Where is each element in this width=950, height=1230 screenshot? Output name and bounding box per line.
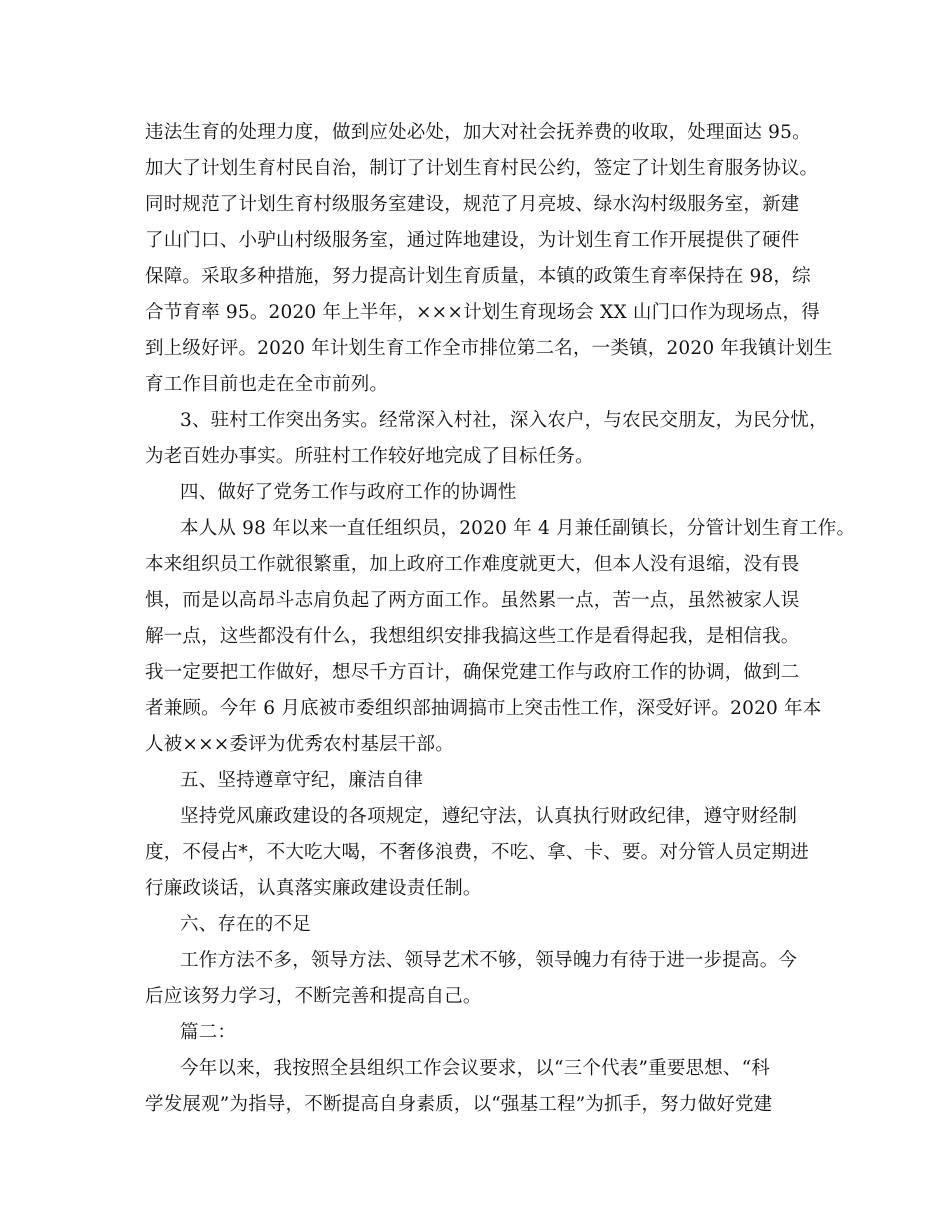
section-heading: 四、做好了党务工作与政府工作的协调性 [180,482,517,503]
section-heading: 五、坚持遵章守纪，廉洁自律 [180,770,424,791]
section-heading: 篇二： [180,1022,237,1043]
paragraph-line: 学发展观”为指导，不断提高自身素质，以“强基工程”为抓手，努力做好党建 [145,1094,773,1115]
paragraph-line: 同时规范了计划生育村级服务室建设，规范了月亮坡、绿水沟村级服务室，新建 [145,194,800,215]
paragraph-line: 合节育率 95。2020 年上半年，×××计划生育现场会 XX 山门口作为现场点，得 [145,302,820,323]
paragraph-line: 本人从 98 年以来一直任组织员，2020 年 4 月兼任副镇长，分管计划生育工作。 [180,518,856,539]
paragraph-line: 育工作目前也走在全市前列。 [145,374,389,395]
paragraph-line: 行廉政谈话，认真落实廉政建设责任制。 [145,878,482,899]
paragraph-line: 人被×××委评为优秀农村基层干部。 [145,734,454,755]
paragraph-line: 解一点，这些都没有什么，我想组织安排我搞这些工作是看得起我，是相信我。 [145,626,800,647]
paragraph-line: 保障。采取多种措施，努力提高计划生育质量，本镇的政策生育率保持在 98，综 [145,266,811,287]
paragraph-line: 3、驻村工作突出务实。经常深入村社，深入农户，与农民交朋友，为民分忧， [180,410,828,431]
paragraph-line: 本来组织员工作就很繁重，加上政府工作难度就更大，但本人没有退缩，没有畏 [145,554,800,575]
paragraph-line: 今年以来，我按照全县组织工作会议要求，以“三个代表”重要思想、“科 [180,1058,770,1079]
paragraph-line: 后应该努力学习，不断完善和提高自己。 [145,986,482,1007]
paragraph-line: 为老百姓办事实。所驻村工作较好地完成了目标任务。 [145,446,594,467]
paragraph-line: 了山门口、小驴山村级服务室，通过阵地建设，为计划生育工作开展提供了硬件 [145,230,800,251]
paragraph-line: 坚持党风廉政建设的各项规定，遵纪守法，认真执行财政纪律，遵守财经制 [180,806,798,827]
paragraph-line: 到上级好评。2020 年计划生育工作全市排位第二名，一类镇，2020 年我镇计划生 [145,338,833,359]
paragraph-line: 者兼顾。今年 6 月底被市委组织部抽调搞市上突击性工作，深受好评。2020 年本 [145,698,822,719]
paragraph-line: 加大了计划生育村民自治，制订了计划生育村民公约，签定了计划生育服务协议。 [145,158,819,179]
paragraph-line: 惧，而是以高昂斗志肩负起了两方面工作。虽然累一点，苦一点，虽然被家人误 [145,590,800,611]
paragraph-line: 违法生育的处理力度，做到应处必处，加大对社会抚养费的收取，处理面达 95。 [145,122,811,143]
paragraph-line: 我一定要把工作做好，想尽千方百计，确保党建工作与政府工作的协调，做到二 [145,662,800,683]
section-heading: 六、存在的不足 [180,914,311,935]
paragraph-line: 工作方法不多，领导方法、领导艺术不够，领导魄力有待于进一步提高。今 [180,950,798,971]
paragraph-line: 度，不侵占*，不大吃大喝，不奢侈浪费，不吃、拿、卡、要。对分管人员定期进 [145,842,809,863]
